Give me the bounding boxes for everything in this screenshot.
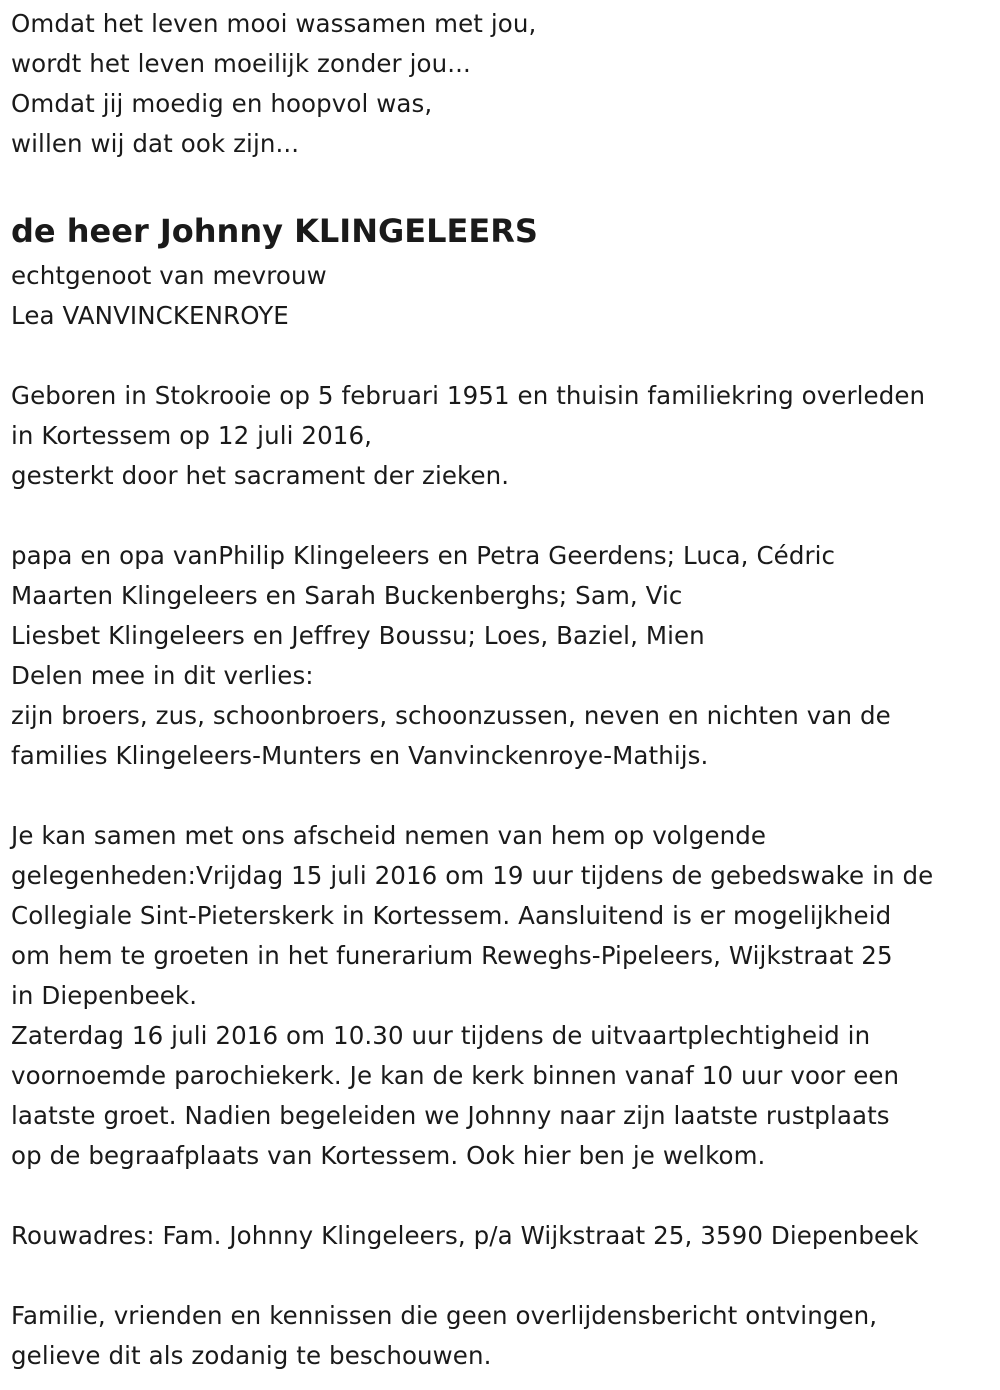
family-line: Liesbet Klingeleers en Jeffrey Boussu; Loes, Baziel, Mien bbox=[11, 621, 705, 650]
farewell-line: om hem te groeten in het funerarium Reweghs-Pipeleers, Wijkstraat 25 bbox=[11, 941, 893, 970]
spacer bbox=[11, 776, 993, 816]
family-block bbox=[11, 536, 993, 776]
closing-line: gelieve dit als zodanig te beschouwen. bbox=[11, 1341, 492, 1370]
farewell-line: in Diepenbeek. bbox=[11, 981, 198, 1010]
farewell-line: Collegiale Sint-Pieterskerk in Kortessem. Aansluitend is er mogelijkheid bbox=[11, 901, 892, 930]
closing-block bbox=[11, 1296, 993, 1376]
spacer bbox=[11, 164, 993, 204]
deceased-block bbox=[11, 207, 993, 336]
obituary-document bbox=[11, 4, 993, 1376]
poem-line: Omdat jij moedig en hoopvol was, bbox=[11, 89, 433, 118]
poem-line: Omdat het leven mooi wassamen met jou, bbox=[11, 9, 537, 38]
farewell-line: Zaterdag 16 juli 2016 om 10.30 uur tijdens de uitvaartplechtigheid in bbox=[11, 1021, 871, 1050]
spacer bbox=[11, 496, 993, 536]
spacer bbox=[11, 336, 993, 376]
mourning-address: Rouwadres: Fam. Johnny Klingeleers, p/a Wijkstraat 25, 3590 Diepenbeek bbox=[11, 1221, 919, 1250]
family-line: families Klingeleers-Munters en Vanvinckenroye-Mathijs. bbox=[11, 741, 709, 770]
closing-line: Familie, vrienden en kennissen die geen overlijdensbericht ontvingen, bbox=[11, 1301, 878, 1330]
farewell-line: op de begraafplaats van Kortessem. Ook hier ben je welkom. bbox=[11, 1141, 766, 1170]
farewell-line: voornoemde parochiekerk. Je kan de kerk binnen vanaf 10 uur voor een bbox=[11, 1061, 900, 1090]
birth-death-block bbox=[11, 376, 993, 496]
spacer bbox=[11, 1256, 993, 1296]
family-line: Delen mee in dit verlies: bbox=[11, 661, 314, 690]
spouse-name: Lea VANVINCKENROYE bbox=[11, 301, 289, 330]
family-line: Maarten Klingeleers en Sarah Buckenberghs; Sam, Vic bbox=[11, 581, 683, 610]
family-line: papa en opa vanPhilip Klingeleers en Petra Geerdens; Luca, Cédric bbox=[11, 541, 836, 570]
birth-death-line: gesterkt door het sacrament der zieken. bbox=[11, 461, 510, 490]
poem-block bbox=[11, 4, 993, 164]
poem-line: willen wij dat ook zijn... bbox=[11, 129, 300, 158]
farewell-block bbox=[11, 816, 993, 1176]
farewell-line: laatste groet. Nadien begeleiden we Johnny naar zijn laatste rustplaats bbox=[11, 1101, 890, 1130]
farewell-line: Je kan samen met ons afscheid nemen van hem op volgende bbox=[11, 821, 767, 850]
birth-death-line: in Kortessem op 12 juli 2016, bbox=[11, 421, 373, 450]
farewell-line: gelegenheden:Vrijdag 15 juli 2016 om 19 uur tijdens de gebedswake in de bbox=[11, 861, 934, 890]
family-line: zijn broers, zus, schoonbroers, schoonzussen, neven en nichten van de bbox=[11, 701, 891, 730]
spacer bbox=[11, 1176, 993, 1216]
spouse-line: echtgenoot van mevrouw bbox=[11, 261, 327, 290]
poem-line: wordt het leven moeilijk zonder jou... bbox=[11, 49, 471, 78]
deceased-name: de heer Johnny KLINGELEERS bbox=[11, 212, 538, 250]
birth-death-line: Geboren in Stokrooie op 5 februari 1951 en thuisin familiekring overleden bbox=[11, 381, 926, 410]
